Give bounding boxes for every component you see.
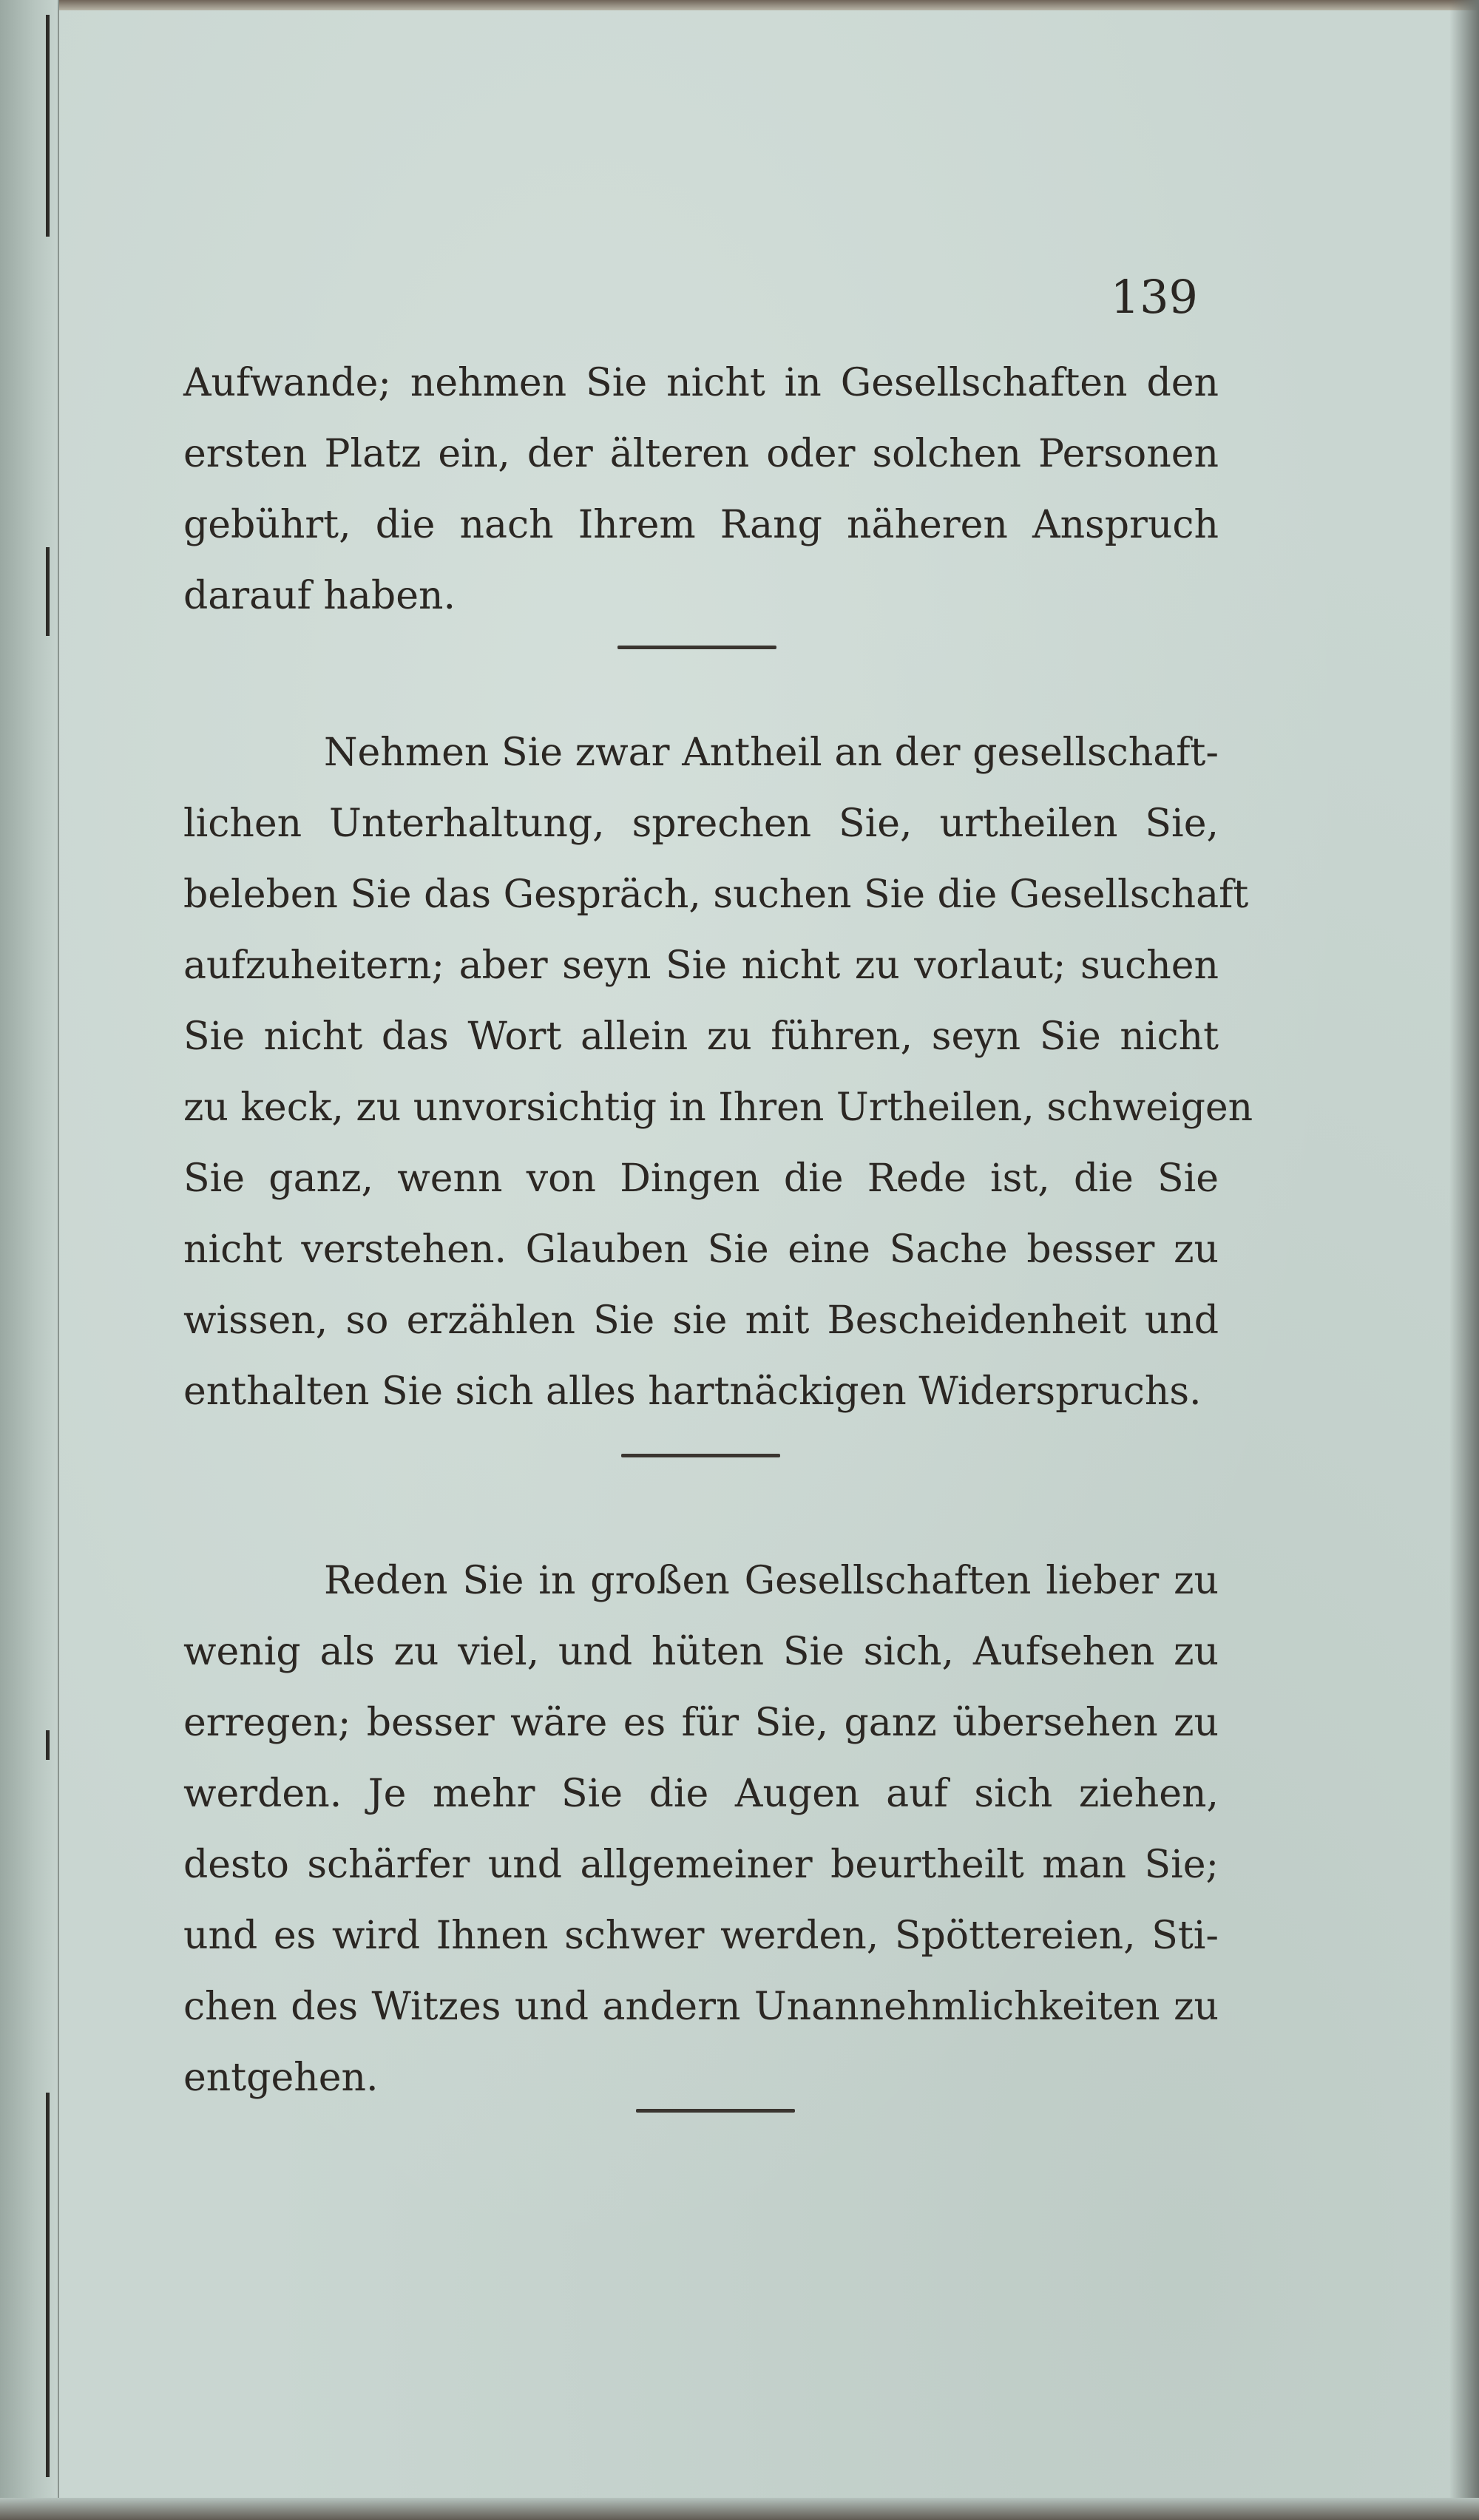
paragraph-1 xyxy=(183,348,1219,631)
text-line: gebührt, die nach Ihrem Rang näheren Anspruch xyxy=(183,503,1219,547)
text-line: entgehen. xyxy=(183,2056,379,2100)
text-line: wissen, so erzählen Sie sie mit Bescheidenheit und xyxy=(183,1298,1219,1343)
paragraph-3 xyxy=(183,1545,1219,2113)
page-top-edge xyxy=(0,0,1479,10)
text-line: desto schärfer und allgemeiner beurtheilt man Sie; xyxy=(183,1843,1219,1887)
page-bottom-edge xyxy=(0,2498,1479,2520)
text-line: nicht verstehen. Glauben Sie eine Sache besser zu xyxy=(183,1227,1219,1272)
text-line: werden. Je mehr Sie die Augen auf sich ziehen, xyxy=(183,1772,1219,1816)
binding-thread-mark xyxy=(46,2093,50,2477)
page-right-edge xyxy=(1449,0,1479,2520)
text-line: lichen Unterhaltung, sprechen Sie, urtheilen Sie, xyxy=(183,802,1219,846)
paragraph-2 xyxy=(183,717,1253,1427)
text-line: Reden Sie in großen Gesellschaften lieber zu xyxy=(324,1559,1219,1603)
section-divider xyxy=(617,646,776,649)
text-line: chen des Witzes und andern Unannehmlichkeiten zu xyxy=(183,1985,1219,2029)
page-number: 139 xyxy=(1110,270,1198,324)
section-divider xyxy=(621,1454,780,1457)
text-line: wenig als zu viel, und hüten Sie sich, Aufsehen zu xyxy=(183,1630,1219,1674)
text-line: und es wird Ihnen schwer werden, Spöttereien, Sti- xyxy=(183,1914,1219,1958)
text-line: Aufwande; nehmen Sie nicht in Gesellschaften den xyxy=(183,361,1219,405)
text-line: Nehmen Sie zwar Antheil an der gesellschaft- xyxy=(324,731,1219,775)
binding-gutter xyxy=(0,0,59,2520)
section-divider xyxy=(636,2109,795,2113)
text-line: darauf haben. xyxy=(183,574,456,618)
text-line: ersten Platz ein, der älteren oder solchen Personen xyxy=(183,432,1219,476)
text-line: zu keck, zu unvorsichtig in Ihren Urtheilen, schweigen xyxy=(183,1085,1253,1130)
text-line: Sie ganz, wenn von Dingen die Rede ist, die Sie xyxy=(183,1156,1219,1201)
binding-thread-mark xyxy=(46,547,50,636)
text-line: beleben Sie das Gespräch, suchen Sie die Gesellschaft xyxy=(183,873,1249,917)
text-line: aufzuheitern; aber seyn Sie nicht zu vorlaut; suchen xyxy=(183,944,1219,988)
text-line: Sie nicht das Wort allein zu führen, seyn Sie nicht xyxy=(183,1015,1219,1059)
binding-thread-mark xyxy=(46,15,50,237)
text-line: enthalten Sie sich alles hartnäckigen Widerspruchs. xyxy=(183,1369,1202,1414)
binding-thread-mark xyxy=(46,1730,50,1760)
text-line: erregen; besser wäre es für Sie, ganz übersehen zu xyxy=(183,1701,1219,1745)
